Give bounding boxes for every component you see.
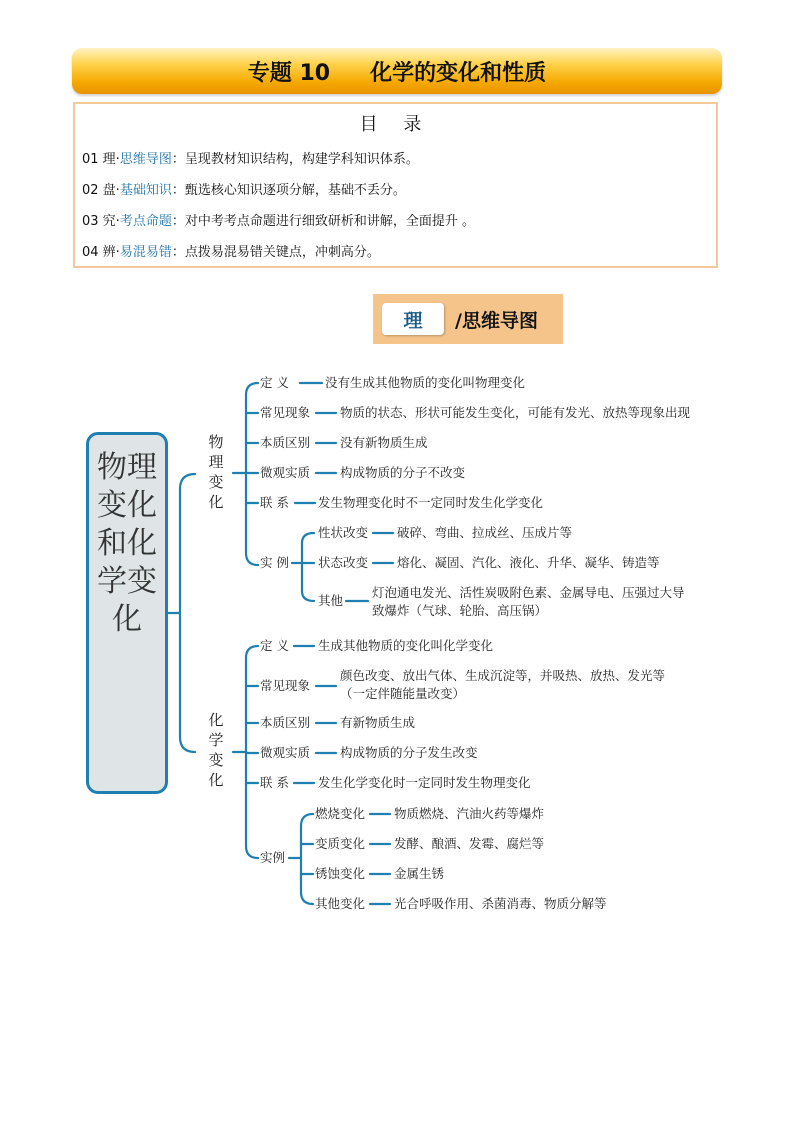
physical-essence-key: 本质区别 — [260, 435, 311, 450]
toc-row-keyword: 易混易错 — [119, 245, 172, 260]
chemical-example-key: 变质变化 — [315, 836, 366, 851]
chemical-essence-key: 本质区别 — [260, 715, 311, 730]
toc-row-desc: ：对中考考点命题进行细致研析和讲解，全面提升 。 — [171, 214, 475, 229]
chemical-relation-value: 发生化学变化时一定同时发生物理变化 — [318, 775, 531, 790]
physical-example-value: 熔化、凝固、汽化、液化、升华、凝华、铸造等 — [397, 555, 660, 570]
chemical-definition-value: 生成其他物质的变化叫化学变化 — [318, 638, 494, 653]
toc-row-prefix: 04 辨· — [82, 245, 120, 260]
toc-row-keyword: 基础知识 — [119, 183, 172, 198]
physical-examples-key: 实 例 — [260, 555, 289, 570]
chemical-micro-value: 构成物质的分子发生改变 — [340, 745, 478, 760]
physical-essence-value: 没有新物质生成 — [340, 435, 428, 450]
chemical-example-key: 锈蚀变化 — [315, 866, 366, 881]
chemical-phenomena-key: 常见现象 — [260, 678, 311, 693]
chemical-phenomena-value-line1: 颜色改变、放出气体、生成沉淀等，并吸热、放热、发光等 — [340, 668, 666, 683]
page-title-number: 专题 10 — [247, 60, 331, 86]
toc-row-prefix: 01 理· — [82, 152, 120, 167]
physical-phenomena-key: 常见现象 — [260, 405, 311, 420]
physical-example-value-line2: 致爆炸（气球、轮胎、高压锅） — [372, 603, 548, 618]
toc-row-keyword: 思维导图 — [119, 152, 172, 167]
chemical-example-key: 燃烧变化 — [315, 806, 366, 821]
chemical-essence-value: 有新物质生成 — [340, 715, 416, 730]
chemical-micro-key: 微观实质 — [260, 745, 311, 760]
physical-definition-key: 定 义 — [260, 375, 289, 390]
section-title: /思维导图 — [455, 310, 538, 332]
physical-example-key: 其他 — [318, 593, 344, 608]
page-title: 化学的变化和性质 — [370, 60, 547, 86]
toc-heading: 目 录 — [359, 114, 432, 135]
physical-example-value-line1: 灯泡通电发光、活性炭吸附色素、金属导电、压强过大导 — [372, 585, 685, 600]
chemical-example-value: 光合呼吸作用、杀菌消毒、物质分解等 — [394, 896, 607, 911]
physical-example-key: 状态改变 — [318, 555, 369, 570]
toc-row-desc: ：甄选核心知识逐项分解，基础不丢分。 — [171, 183, 406, 198]
branch-chemical-label: 化学变化 — [208, 711, 224, 789]
toc-row-keyword: 考点命题 — [119, 214, 172, 229]
physical-relation-value: 发生物理变化时不一定同时发生化学变化 — [318, 495, 544, 510]
chemical-example-key: 其他变化 — [315, 896, 366, 911]
toc-row-desc: ：呈现教材知识结构，构建学科知识体系。 — [171, 152, 419, 167]
toc-row-desc: ：点拨易混易错关键点，冲刺高分。 — [171, 245, 380, 260]
chemical-example-value: 物质燃烧、汽油火药等爆炸 — [394, 806, 545, 821]
chemical-relation-key: 联 系 — [260, 775, 289, 790]
chemical-example-value: 金属生锈 — [394, 866, 445, 881]
chemical-example-value: 发酵、酿酒、发霉、腐烂等 — [394, 836, 545, 851]
physical-definition-value: 没有生成其他物质的变化叫物理变化 — [325, 375, 526, 390]
physical-micro-value: 构成物质的分子不改变 — [340, 465, 466, 480]
section-badge-label: 理 — [382, 303, 444, 335]
branch-physical-label: 物理变化 — [208, 433, 224, 511]
physical-relation-key: 联 系 — [260, 495, 289, 510]
chemical-phenomena-value-line2: （一定伴随能量改变） — [340, 686, 466, 701]
physical-micro-key: 微观实质 — [260, 465, 311, 480]
chemical-examples-key: 实例 — [260, 850, 286, 865]
toc-row-prefix: 02 盘· — [82, 183, 120, 198]
physical-example-key: 性状改变 — [318, 525, 369, 540]
mindmap-root — [86, 432, 168, 794]
physical-phenomena-value: 物质的状态、形状可能发生变化，可能有发光、放热等现象出现 — [340, 405, 691, 420]
physical-example-value: 破碎、弯曲、拉成丝、压成片等 — [397, 525, 573, 540]
toc-row-prefix: 03 究· — [82, 214, 120, 229]
chemical-definition-key: 定 义 — [260, 638, 289, 653]
mindmap-root-label: 物理变化和化学变化 — [97, 450, 157, 637]
